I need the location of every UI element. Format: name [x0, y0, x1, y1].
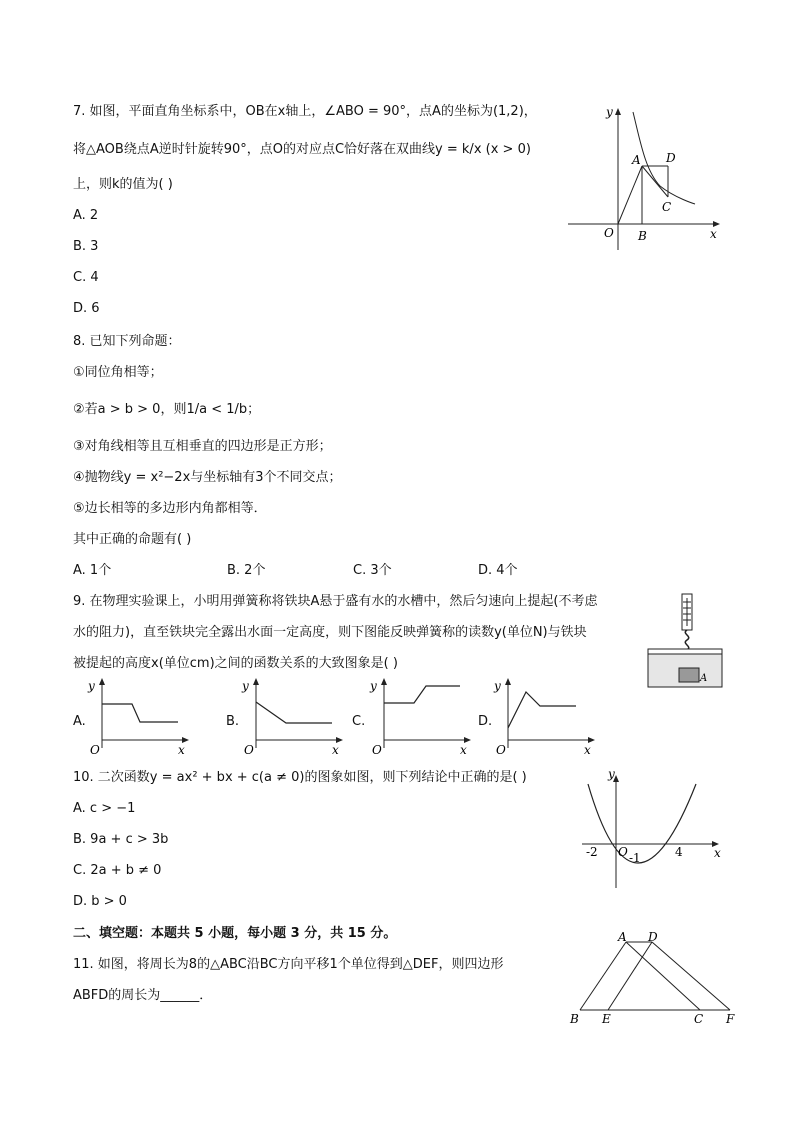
q11-fig-label-f: F — [726, 1012, 735, 1026]
q10-fig-label-o: O — [618, 845, 628, 859]
q8-option-a: A. 1个 — [73, 563, 112, 578]
q9-line3: 被提起的高度x(单位cm)之间的函数关系的大致图象是( ) — [73, 656, 398, 671]
q9-d-y-label: y — [494, 679, 501, 693]
q10-fig-label-4: 4 — [675, 845, 683, 859]
q11-line1: 11. 如图，将周长为8的△ABC沿BC方向平移1个单位得到△DEF，则四边形 — [73, 957, 504, 972]
q9-a-x-label: x — [178, 743, 185, 756]
q9-d-x-label: x — [584, 743, 591, 756]
q7-fig-label-o: O — [604, 226, 614, 240]
q8-item-5: ⑤边长相等的多边形内角都相等． — [73, 501, 267, 516]
q9-c-x-label: x — [460, 743, 467, 756]
q11-fig-label-c: C — [694, 1012, 704, 1026]
q8-option-d: D. 4个 — [478, 563, 518, 578]
q10-parabola-figure — [578, 764, 728, 894]
q9-block-label: A — [700, 673, 708, 684]
q9-c-y-label: y — [370, 679, 377, 693]
q9-b-o-label: O — [244, 743, 254, 756]
q10-fig-label-y: y — [608, 767, 615, 781]
q9-graph-d — [492, 676, 596, 756]
q10-line1: 10. 二次函数y = ax² + bx + c(a ≠ 0)的图象如图，则下列结论中正确的是( ) — [73, 770, 527, 785]
q9-b-x-label: x — [332, 743, 339, 756]
q9-graph-a — [86, 676, 190, 756]
q7-fig-label-c: C — [662, 200, 672, 214]
q8-item-4: ④抛物线y = x²−2x与坐标轴有3个不同交点； — [73, 470, 342, 485]
q9-a-y-label: y — [88, 679, 95, 693]
q8-question: 其中正确的命题有( ) — [73, 532, 192, 547]
q7-option-d: D. 6 — [73, 301, 100, 316]
q7-fig-label-a: A — [632, 153, 641, 167]
q9-line1: 9. 在物理实验课上，小明用弹簧称将铁块A悬于盛有水的水槽中，然后匀速向上提起(不考虑 — [73, 594, 598, 609]
q7-fig-label-x: x — [710, 227, 717, 241]
q7-fig-label-y: y — [606, 105, 613, 119]
q10-option-b: B. 9a + c > 3b — [73, 832, 169, 847]
q11-fig-label-a: A — [618, 930, 627, 944]
q9-graph-b — [240, 676, 344, 756]
q8-item-1: ①同位角相等； — [73, 365, 163, 380]
q9-graph-c — [368, 676, 472, 756]
q9-d-o-label: O — [496, 743, 506, 756]
q9-option-d: D. — [478, 714, 493, 729]
q7-option-c: C. 4 — [73, 270, 99, 285]
q7-line2: 将△AOB绕点A逆时针旋转90°，点O的对应点C恰好落在双曲线y = k/x (x > 0) — [73, 142, 531, 157]
q7-line1: 7. 如图，平面直角坐标系中，OB在x轴上，∠ABO = 90°，点A的坐标为(1,2)， — [73, 104, 537, 119]
q7-option-a: A. 2 — [73, 208, 99, 223]
q11-fig-label-b: B — [570, 1012, 579, 1026]
q11-line2: ABFD的周长为______． — [73, 988, 213, 1003]
q10-fig-label-minus1: -1 — [629, 851, 641, 865]
q10-option-a: A. c > −1 — [73, 801, 136, 816]
q11-translation-figure — [568, 928, 744, 1028]
q7-figure — [560, 100, 730, 260]
q9-option-b: B. — [226, 714, 240, 729]
q9-c-o-label: O — [372, 743, 382, 756]
q7-fig-label-d: D — [666, 151, 676, 165]
q9-line2: 水的阻力)，直至铁块完全露出水面一定高度，则下图能反映弹簧称的读数y(单位N)与铁块 — [73, 625, 587, 640]
q11-fig-label-e: E — [602, 1012, 611, 1026]
q7-fig-label-b: B — [638, 229, 647, 243]
q9-spring-scale-figure — [645, 592, 725, 692]
q9-a-o-label: O — [90, 743, 100, 756]
q9-b-y-label: y — [242, 679, 249, 693]
section-2-heading: 二、填空题：本题共 5 小题，每小题 3 分，共 15 分。 — [73, 926, 397, 941]
q9-option-a: A. — [73, 714, 86, 729]
q7-option-b: B. 3 — [73, 239, 99, 254]
q10-option-d: D. b > 0 — [73, 894, 127, 909]
q8-option-c: C. 3个 — [353, 563, 392, 578]
q8-option-b: B. 2个 — [227, 563, 266, 578]
q8-item-2: ②若a > b > 0，则1/a < 1/b； — [73, 402, 261, 417]
q8-item-3: ③对角线相等且互相垂直的四边形是正方形； — [73, 439, 332, 454]
q8-title: 8. 已知下列命题： — [73, 334, 181, 349]
q10-fig-label-minus2: -2 — [586, 845, 598, 859]
q10-fig-label-x: x — [714, 846, 721, 860]
q11-fig-label-d: D — [648, 930, 658, 944]
q7-line3: 上，则k的值为( ) — [73, 177, 173, 192]
q10-option-c: C. 2a + b ≠ 0 — [73, 863, 162, 878]
q9-option-c: C. — [352, 714, 366, 729]
